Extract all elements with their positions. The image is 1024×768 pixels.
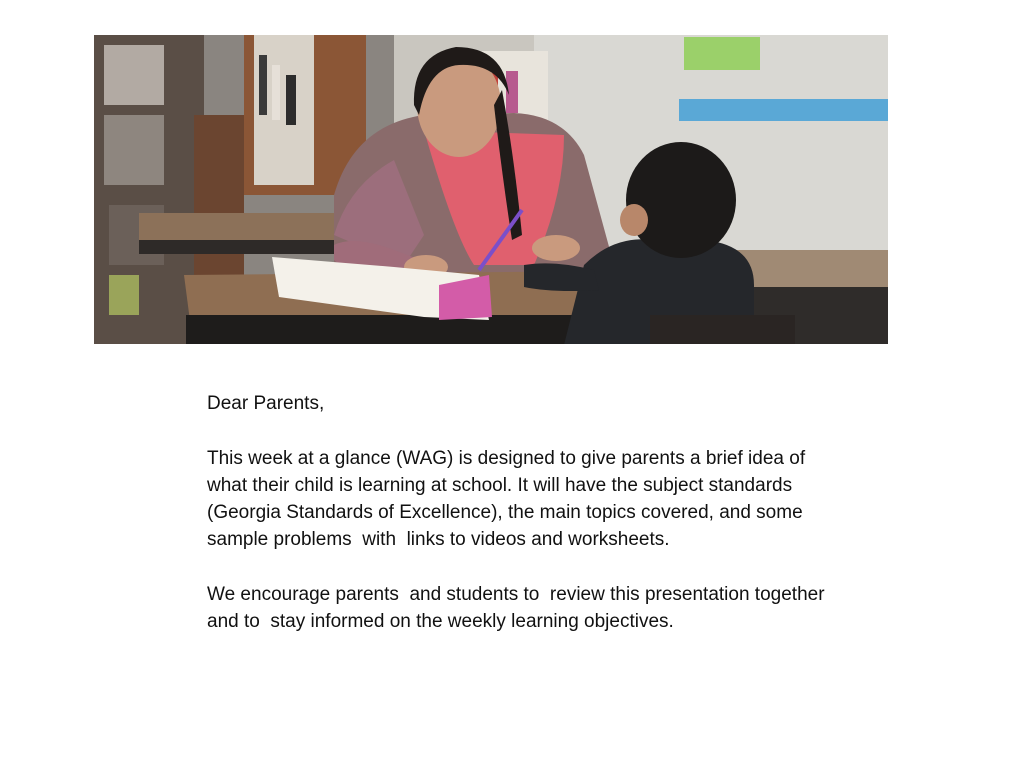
spacer [207,417,847,444]
letter-text [207,390,847,636]
encouragement-paragraph: We encourage parents and students to review this presentation together and to stay informed on the weekly learning objectives. [207,584,830,633]
spacer [207,554,847,581]
classroom-photo [94,35,888,344]
greeting: Dear Parents, [207,393,325,414]
intro-paragraph: This week at a glance (WAG) is designed to give parents a brief idea of what their child is learning at school. It will have the subject standards (Georgia Standards of Excellence), the main topics covered, and some sample problems with links to videos and worksheets. [207,447,811,551]
